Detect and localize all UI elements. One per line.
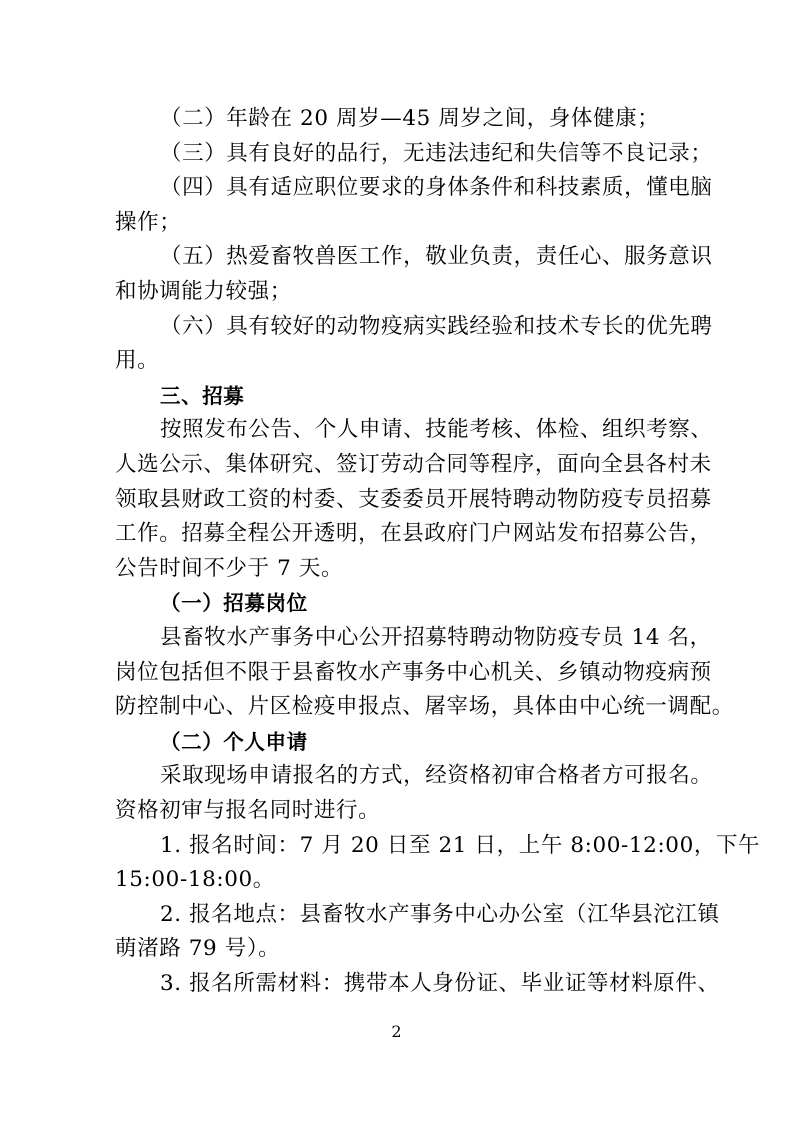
paragraph-work-attitude-line-2: 和协调能力较强；	[115, 279, 292, 304]
paragraph-positions-line-3: 防控制中心、片区检疫申报点、屠宰场，具体由中心统一调配。	[115, 694, 734, 719]
paragraph-application-line-2: 资格初审与报名同时进行。	[115, 798, 381, 823]
paragraph-registration-time-line-1: 1. 报名时间：7 月 20 日至 21 日，上午 8:00-12:00，下午	[160, 833, 761, 858]
paragraph-procedure-line-3: 领取县财政工资的村委、支委委员开展特聘动物防疫专员招募	[115, 487, 712, 512]
page-number: 2	[391, 1022, 402, 1041]
paragraph-application-line-1: 采取现场申请报名的方式，经资格初审合格者方可报名。	[160, 763, 713, 788]
paragraph-procedure-line-1: 按照发布公告、个人申请、技能考核、体检、组织考察、	[160, 417, 713, 442]
paragraph-registration-place-line-1: 2. 报名地点：县畜牧水产事务中心办公室（江华县沱江镇	[160, 902, 720, 927]
paragraph-age-requirement: （二）年龄在 20 周岁—45 周岁之间，身体健康；	[160, 106, 660, 131]
paragraph-registration-place-line-2: 萌渚路 79 号）。	[115, 936, 281, 961]
paragraph-procedure-line-5: 公告时间不少于 7 天。	[115, 556, 344, 581]
paragraph-priority-line-1: （六）具有较好的动物疫病实践经验和技术专长的优先聘	[160, 314, 713, 339]
paragraph-physical-requirement-line-2: 操作；	[115, 210, 182, 235]
subheading-positions: （一）招募岗位	[160, 591, 308, 615]
paragraph-positions-line-2: 岗位包括但不限于县畜牧水产事务中心机关、乡镇动物疫病预	[115, 660, 712, 685]
paragraph-procedure-line-4: 工作。招募全程公开透明，在县政府门户网站发布招募公告，	[115, 521, 712, 546]
paragraph-positions-line-1: 县畜牧水产事务中心公开招募特聘动物防疫专员 14 名，	[160, 625, 712, 650]
paragraph-conduct-requirement: （三）具有良好的品行，无违法违纪和失信等不良记录；	[160, 141, 713, 166]
paragraph-registration-time-line-2: 15:00-18:00。	[115, 867, 275, 892]
paragraph-physical-requirement-line-1: （四）具有适应职位要求的身体条件和科技素质，懂电脑	[160, 175, 713, 200]
section-heading-recruitment: 三、招募	[160, 384, 245, 408]
paragraph-priority-line-2: 用。	[115, 348, 160, 373]
paragraph-procedure-line-2: 人选公示、集体研究、签订劳动合同等程序，面向全县各村未	[115, 452, 712, 477]
subheading-application: （二）个人申请	[160, 730, 308, 754]
paragraph-work-attitude-line-1: （五）热爱畜牧兽医工作，敬业负责，责任心、服务意识	[160, 244, 713, 269]
paragraph-required-materials-line-1: 3. 报名所需材料：携带本人身份证、毕业证等材料原件、	[160, 971, 720, 996]
